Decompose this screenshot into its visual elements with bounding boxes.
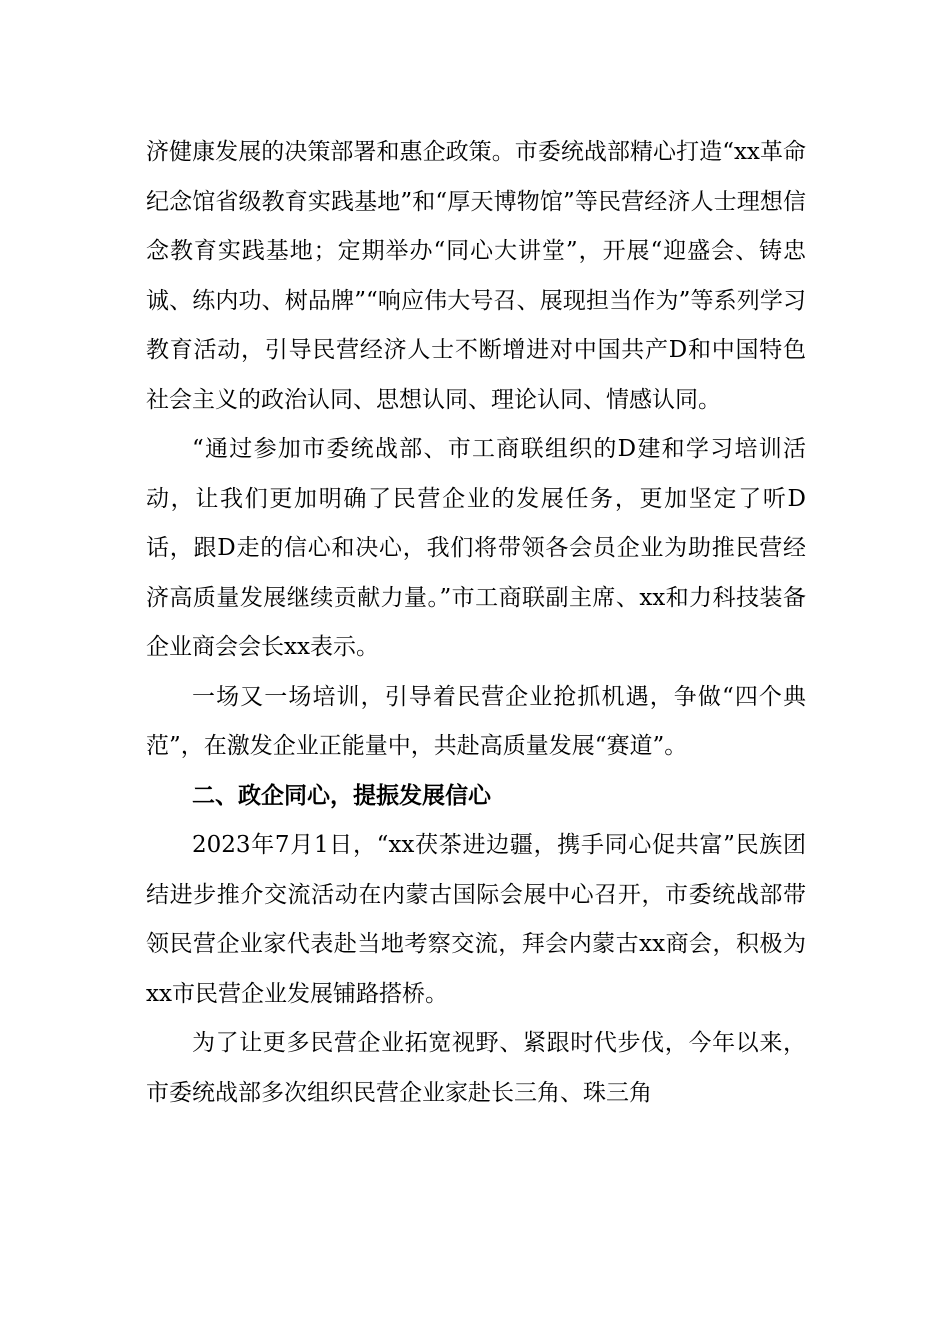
- paragraph-5: 为了让更多民营企业拓宽视野、紧跟时代步伐，今年以来，市委统战部多次组织民营企业家赴长三角、珠三角: [146, 1030, 806, 1106]
- paragraph-1: 济健康发展的决策部署和惠企政策。市委统战部精心打造“xx革命纪念馆省级教育实践基地”和“厚天博物馆”等民营经济人士理想信念教育实践基地；定期举办“同心大讲堂”，开展“迎盛会、铸忠诚、练内功、树品牌”“响应伟大号召、展现担当作为”等系列学习教育活动，引导民营经济人士不断增进对中国共产D和中国特色社会主义的政治认同、思想认同、理论认同、情感认同。: [146, 139, 806, 413]
- section-heading-2: 二、政企同心，提振发展信心: [192, 782, 491, 809]
- document-body: [146, 128, 806, 1118]
- paragraph-4: 2023年7月1日，“xx茯茶进边疆，携手同心促共富”民族团结进步推介交流活动在内蒙古国际会展中心召开，市委统战部带领民营企业家代表赴当地考察交流，拜会内蒙古xx商会，积极为xx市民营企业发展铺路搭桥。: [146, 832, 806, 1007]
- paragraph-3: 一场又一场培训，引导着民营企业抢抓机遇，争做“四个典范”，在激发企业正能量中，共赴高质量发展“赛道”。: [146, 683, 806, 759]
- paragraph-2-quote: “通过参加市委统战部、市工商联组织的D建和学习培训活动，让我们更加明确了民营企业的发展任务，更加坚定了听D话，跟D走的信心和决心，我们将带领各会员企业为助推民营经济高质量发展继续贡献力量。”市工商联副主席、xx和力科技装备企业商会会长xx表示。: [146, 436, 806, 660]
